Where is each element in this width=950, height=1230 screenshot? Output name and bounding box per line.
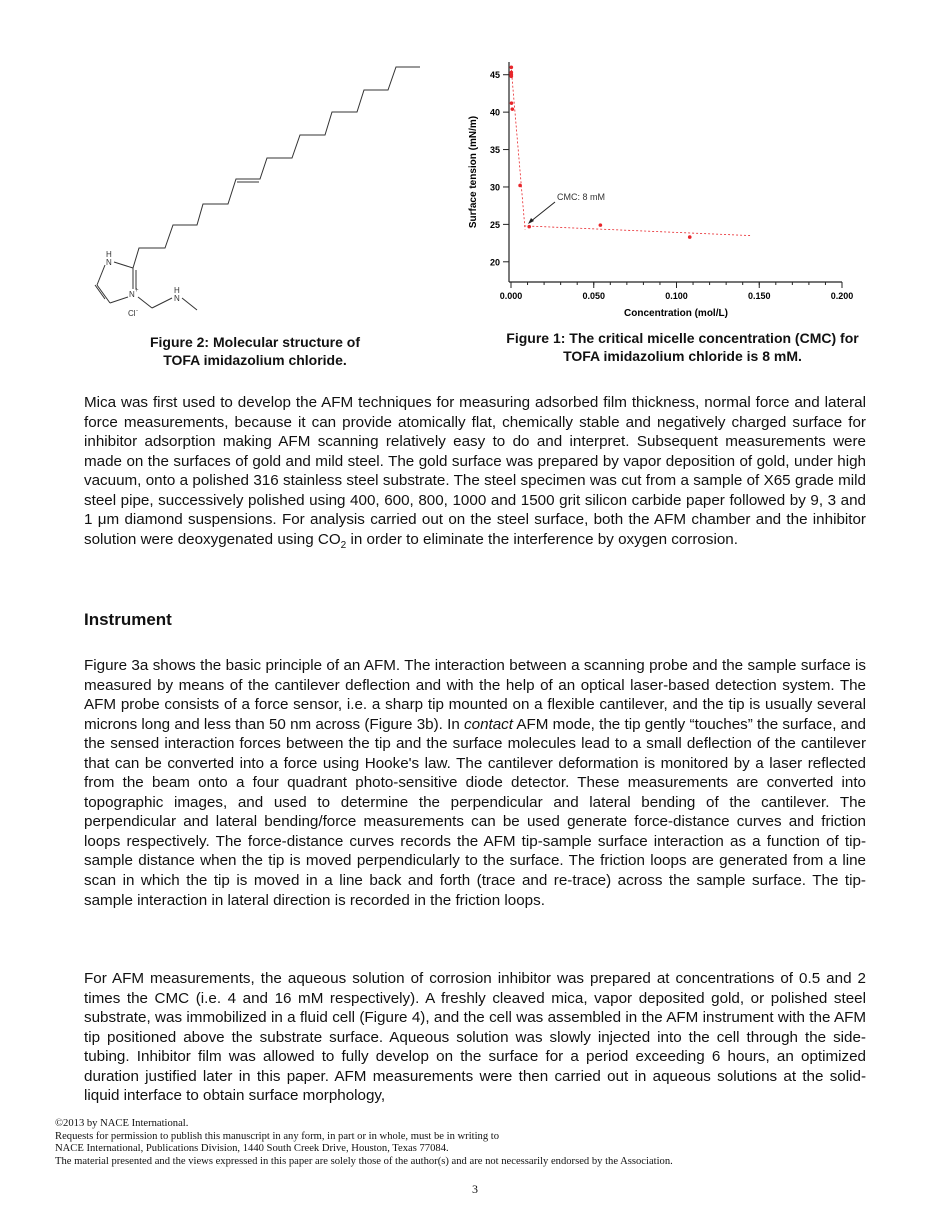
data-point [510, 101, 514, 105]
atom-label: N [174, 294, 180, 303]
figure1-caption [470, 329, 895, 365]
y-tick-label: 25 [489, 219, 500, 230]
caption-line: TOFA imidazolium chloride is 8 mM. [563, 348, 802, 364]
footer [55, 1118, 673, 1168]
fit-line [511, 66, 525, 230]
y-tick-label: 40 [489, 107, 500, 118]
atom-label: H [106, 250, 112, 259]
y-tick-label: 20 [489, 257, 500, 268]
footer-line: The material presented and the views expressed in this paper are solely those of the author(s) and are not necessarily endorsed by the Association. [55, 1155, 673, 1167]
x-tick-label: 0.200 [830, 291, 854, 301]
text: in order to eliminate the interference by oxygen corrosion. [346, 530, 738, 548]
data-point [527, 225, 531, 229]
footer-line: Requests for permission to publish this manuscript in any form, in part or in whole, must be in writing to [55, 1130, 500, 1142]
data-point [510, 65, 514, 69]
y-tick-label: 35 [489, 145, 500, 156]
caption-line: TOFA imidazolium chloride. [163, 352, 347, 368]
paragraph-mica [84, 393, 866, 555]
x-tick-label: 0.000 [499, 291, 523, 301]
text: AFM mode, the tip gently “touches” the surface, and the sensed interaction forces between the tip and the surface molecules lead to a small deflection of the cantilever that can be converted into a force using Hooke's law. The cantilever deformation is monitored by a laser reflected from the beam onto a four quadrant photo-sensitive diode detector. These measurements are converted into topographic images, and used to determine the perpendicular and lateral bending of the cantilever. The perpendicular and lateral bending/force measurements can be used generate force-distance curves and friction loops respectively. The force-distance curves records the AFM tip-sample surface interaction as a function of tip-sample distance when the tip is moved perpendicularly to the surface. The friction loops are generated from a line scan in which the tip is moved in a line back and forth (trace and re-trace) across the sample surface. The tip-sample interaction in lateral direction is recorded in the friction loops. [84, 715, 866, 909]
copyright: ©2013 by NACE International. [55, 1118, 189, 1129]
data-point [511, 107, 515, 111]
annotation-arrow [530, 202, 555, 222]
caption-line: Figure 1: The critical micelle concentration (CMC) for [506, 330, 859, 346]
atom-label: N [106, 258, 112, 267]
x-axis-label: Concentration (mol/L) [624, 308, 728, 319]
x-tick-label: 0.150 [747, 291, 771, 301]
x-tick-label: 0.050 [582, 291, 606, 301]
text: Mica was first used to develop the AFM techniques for measuring adsorbed film thickness, normal force and lateral force measurements, because it can provide atomically flat, chemically stable and negatively charged surface for inhibitor adsorption making AFM scanning relatively easy to do and interpret. Subsequent measurements were made on the surfaces of gold and mild steel. The gold surface was prepared by vapor deposition of gold, under high vacuum, onto a polished 316 stainless steel substrate. The steel specimen was cut from a sample of X65 grade mild steel pipe, successively polished using 400, 600, 800, 1000 and 1500 grit silicon carbide paper followed by 9, 3 and 1 [84, 394, 866, 529]
data-point [510, 74, 514, 78]
cmc-annotation: CMC: 8 mM [557, 192, 605, 202]
atom-label: + [135, 288, 139, 294]
paragraph-afm-measurements: For AFM measurements, the aqueous solution of corrosion inhibitor was prepared at concentrations of 0.5 and 2 times the CMC (i.e. 4 and 16 mM respectively). A freshly cleaved mica, vapor deposited gold, or polished steel substrate, was immobilized in a fluid cell (Figure 4), and the cell was assembled in the AFM instrument with the AFM tip positioned above the substrate surface. Aqueous solution was slowly injected into the cell through the side-tubing. Inhibitor film was allowed to fully develop on the surface for a period exceeding 6 hours, an optimized duration justified later in this paper. AFM measurements were then carried out in aqueous solutions at the solid-liquid interface to obtain surface morphology, [84, 970, 866, 1105]
cmc-chart [0, 0, 950, 330]
text: diamond suspensions. For analysis carried out on the steel surface, both the AFM chamber and the inhibitor solution were deoxygenated using CO [84, 511, 866, 548]
figure2-caption [110, 333, 400, 369]
data-point [599, 223, 603, 227]
x-tick-label: 0.100 [665, 291, 688, 301]
data-point [688, 235, 692, 239]
atom-label: Cl [128, 309, 136, 318]
y-axis-label: Surface tension (mN/m) [468, 115, 479, 229]
atom-label: N [129, 290, 135, 299]
paragraph-afm-principle [84, 656, 866, 910]
y-tick-label: 45 [489, 70, 500, 81]
data-point [518, 184, 522, 188]
unit: μm [97, 511, 120, 529]
text: Figure 3a shows the basic principle of an AFM. The interaction between a scanning probe and the sample surface is measured by means of the cantilever deflection and with the help of an optical laser-based detection system. The AFM probe consists of a force sensor, i.e. a sharp tip mounted on a flexible cantilever, and the tip is usually several microns long and less than 50 nm across (Figure 3b). In [84, 657, 866, 733]
y-tick-label: 30 [489, 182, 500, 193]
page-number: 3 [472, 1182, 478, 1196]
atom-label: - [136, 308, 138, 314]
fit-line [524, 226, 751, 236]
atom-label: H [174, 286, 180, 295]
caption-line: Figure 2: Molecular structure of [149, 334, 361, 350]
subscript: 2 [340, 539, 347, 551]
footer-line: NACE International, Publications Division, 1440 South Creek Drive, Houston, Texas 77084. [55, 1143, 449, 1155]
italic-text: contact [464, 715, 513, 733]
section-heading: Instrument [84, 610, 172, 629]
